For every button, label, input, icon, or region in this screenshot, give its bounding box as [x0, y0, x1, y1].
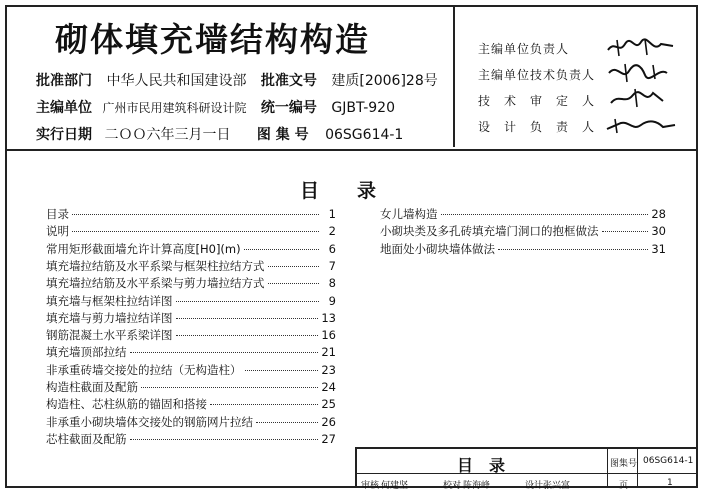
- toc-entry-page: 27: [321, 431, 336, 446]
- toc-leader-dots: [268, 283, 320, 284]
- toc-entry-page: 9: [328, 293, 336, 308]
- toc-entry-page: 25: [321, 397, 336, 412]
- toc-entry-page: 16: [321, 328, 336, 343]
- toc-entry: [46, 241, 336, 257]
- toc-entry: [46, 206, 336, 222]
- approve-dept-label: 批准部门: [36, 73, 92, 89]
- toc-entry-page: 13: [321, 310, 336, 325]
- toc-entry: [46, 293, 336, 309]
- toc-leader-dots: [498, 249, 648, 250]
- toc-entry-page: 30: [651, 224, 666, 239]
- toc-leader-dots: [130, 352, 319, 353]
- toc-entry-page: 21: [321, 345, 336, 360]
- signature-reviewer: [605, 87, 677, 109]
- approve-row: [36, 70, 438, 90]
- toc-entry-page: 6: [328, 241, 336, 256]
- signature-designer: [605, 113, 677, 135]
- toc-entry-title: 芯柱截面及配筋: [46, 431, 127, 446]
- unified-no: GJBT-920: [331, 100, 395, 116]
- toc-entry: [46, 414, 336, 430]
- toc-leader-dots: [176, 301, 320, 302]
- toc-entry: [46, 223, 336, 239]
- toc-entry-title: 填充墙与剪力墙拉结详图: [46, 310, 173, 325]
- atlas-no-label: 图 集 号: [256, 127, 309, 143]
- toc-entry: [380, 206, 666, 222]
- editor-row: [36, 97, 395, 117]
- approve-no: 建质[2006]28号: [331, 73, 438, 89]
- toc-entry: [46, 327, 336, 343]
- toc-entry: [46, 275, 336, 291]
- toc-entry-page: 1: [328, 207, 336, 221]
- responsible-chief-tech: 主编单位技术负责人: [478, 68, 596, 82]
- toc-entry-page: 2: [328, 224, 336, 239]
- toc-entry-title: 小砌块类及多孔砖填充墙门洞口的抱框做法: [380, 224, 599, 239]
- title-block-page-no: 1: [667, 478, 673, 488]
- toc-entry-title: 说明: [46, 224, 69, 239]
- toc-entry: [46, 396, 336, 412]
- toc-leader-dots: [72, 231, 319, 232]
- toc-entry-page: 26: [321, 414, 336, 429]
- header-divider: [7, 149, 697, 151]
- title-block-review-label: 审核: [361, 481, 380, 491]
- toc-entry: [46, 310, 336, 326]
- toc-entry-title: 非承重砖墙交接处的拉结（无构造柱）: [46, 362, 242, 377]
- approve-no-label: 批准文号: [260, 73, 317, 89]
- toc-leader-dots: [72, 214, 319, 215]
- toc-leader-dots: [176, 318, 319, 319]
- toc-entry-title: 填充墙拉结筋及水平系梁与框架柱拉结方式: [46, 258, 265, 273]
- toc-entry-title: 填充墙顶部拉结: [46, 345, 127, 360]
- title-block-design-name: 张兴富: [543, 481, 571, 491]
- toc-entry: [46, 344, 336, 360]
- impl-row: [36, 124, 403, 144]
- toc-leader-dots: [141, 387, 318, 388]
- title-block-check-name: 陈海峰: [463, 481, 491, 491]
- toc-entry-page: 24: [321, 380, 336, 394]
- unified-no-label: 统一编号: [260, 100, 317, 116]
- toc-leader-dots: [441, 214, 649, 215]
- title-block-atlas-label: 图集号: [610, 459, 638, 469]
- title-block-atlas-no: 06SG614-1: [643, 456, 694, 466]
- toc-entry-page: 7: [328, 258, 336, 273]
- toc-leader-dots: [176, 335, 319, 336]
- title-block-page-label: 页: [619, 481, 629, 491]
- toc-entry-page: 31: [651, 241, 666, 256]
- impl-date-label: 实行日期: [36, 127, 92, 143]
- toc-entry: [46, 362, 336, 378]
- atlas-no: 06SG614-1: [325, 127, 404, 143]
- atlas-title: 砌体填充墙结构构造: [55, 20, 370, 59]
- title-block-design-label: 设计: [525, 481, 544, 491]
- toc-entry-title: 构造柱、芯柱纵筋的锚固和搭接: [46, 397, 207, 412]
- toc-entry-title: 女儿墙构造: [380, 207, 438, 221]
- toc-entry: [46, 431, 336, 447]
- signature-chief-editor: [605, 36, 677, 58]
- toc-title: 目 录: [300, 180, 377, 202]
- toc-leader-dots: [210, 404, 318, 405]
- title-block-check-label: 校对: [443, 481, 462, 491]
- title-block-name: 目 录: [457, 456, 506, 475]
- responsible-designer: 设 计 负 责 人: [478, 120, 596, 134]
- toc-entry: [46, 258, 336, 274]
- toc-entry-title: 非承重小砌块墙体交接处的钢筋网片拉结: [46, 414, 253, 429]
- toc-entry-title: 填充墙与框架柱拉结详图: [46, 293, 173, 308]
- toc-entry: [380, 241, 666, 257]
- toc-leader-dots: [268, 266, 320, 267]
- toc-leader-dots: [602, 231, 649, 232]
- toc-leader-dots: [245, 370, 319, 371]
- toc-entry-title: 目录: [46, 207, 69, 221]
- toc-leader-dots: [130, 439, 319, 440]
- editor: 广州市民用建筑科研设计院: [102, 101, 247, 115]
- impl-date: 二ＯＯ六年三月一日: [104, 127, 231, 143]
- toc-entry-title: 构造柱截面及配筋: [46, 380, 138, 394]
- responsible-chief-editor: 主编单位负责人: [478, 42, 570, 56]
- responsible-reviewer: 技 术 审 定 人: [478, 94, 596, 108]
- toc-entry: [46, 379, 336, 395]
- toc-entry-page: 8: [328, 276, 336, 291]
- toc-leader-dots: [244, 249, 319, 250]
- toc-entry-page: 23: [321, 362, 336, 377]
- toc-entry: [380, 223, 666, 239]
- toc-entry-page: 28: [651, 207, 666, 221]
- toc-entry-title: 钢筋混凝土水平系梁详图: [46, 328, 173, 343]
- signature-chief-tech: [605, 61, 677, 83]
- title-block: [355, 447, 697, 491]
- toc-entry-title: 填充墙拉结筋及水平系梁与剪力墙拉结方式: [46, 276, 265, 291]
- toc-entry-title: 地面处小砌块墙体做法: [380, 241, 495, 256]
- approve-dept: 中华人民共和国建设部: [106, 73, 247, 89]
- title-block-review-name: 何建坚: [381, 481, 409, 491]
- toc-entry-title: 常用矩形截面墙允许计算高度[H0](m): [46, 241, 241, 256]
- editor-label: 主编单位: [36, 100, 92, 116]
- toc-leader-dots: [256, 422, 318, 423]
